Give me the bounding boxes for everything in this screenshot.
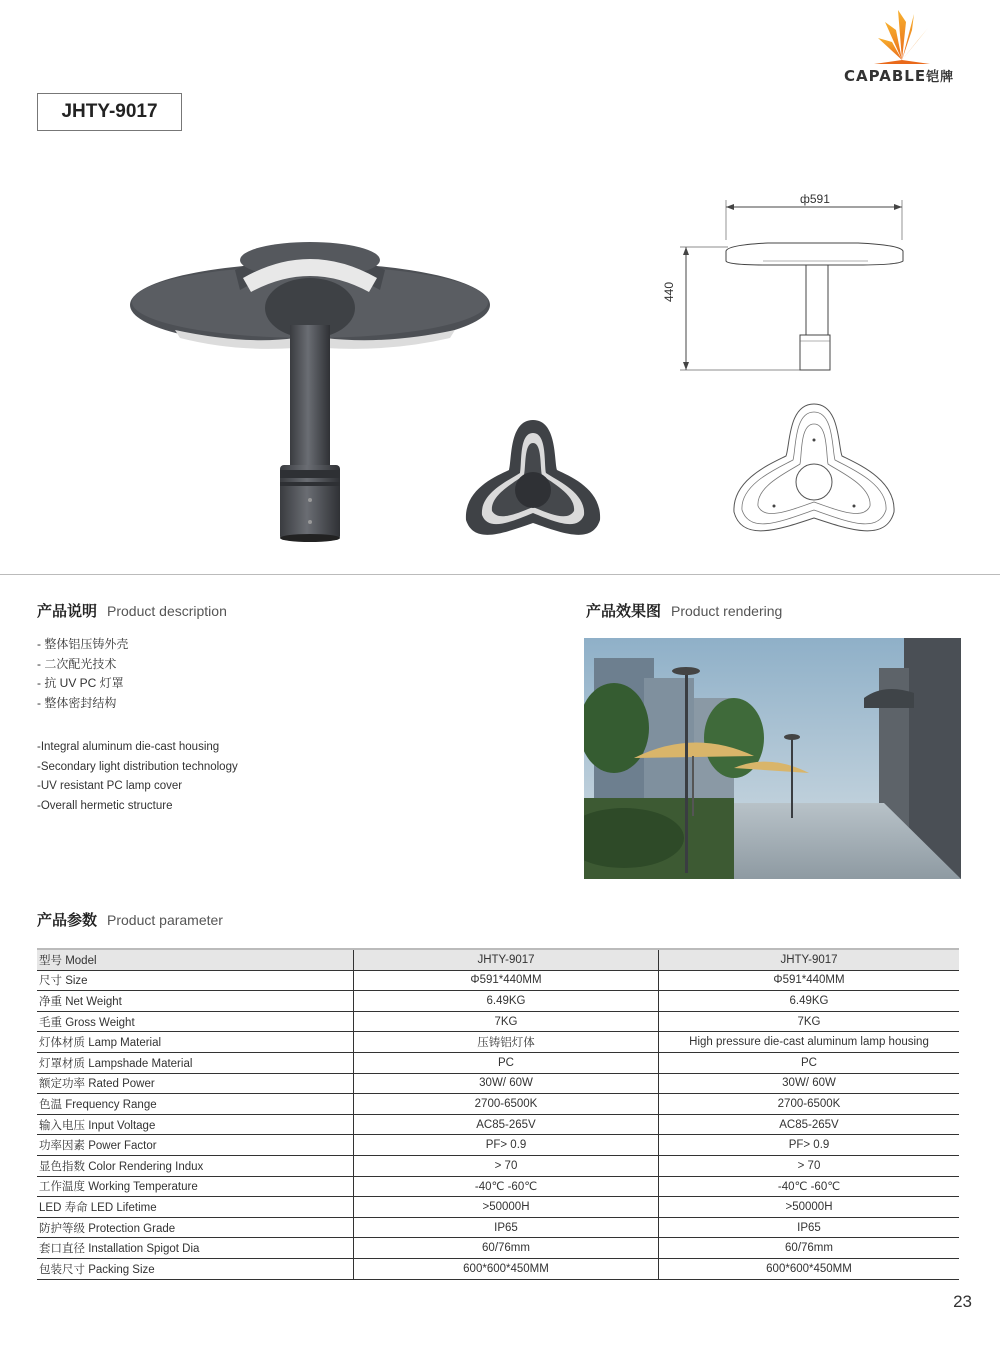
- parameter-name-cell: 套口直径 Installation Spigot Dia: [37, 1238, 354, 1259]
- lamp-bottom-view-image: [462, 415, 604, 545]
- top-view-drawing: [730, 400, 898, 545]
- table-row: [37, 1032, 959, 1053]
- section-divider: [0, 574, 1000, 575]
- parameter-name-cell: 灯罩材质 Lampshade Material: [37, 1052, 354, 1073]
- parameter-value-cell: 600*600*450MM: [354, 1258, 659, 1279]
- rendering-heading: 产品效果图 Product rendering: [586, 602, 783, 620]
- feature-item: -Secondary light distribution technology: [37, 760, 238, 773]
- parameter-value-cell: -40℃ -60℃: [354, 1176, 659, 1197]
- table-row: [37, 1011, 959, 1032]
- feature-item: -Integral aluminum die-cast housing: [37, 741, 220, 753]
- feature-item: - 整体铝压铸外壳: [37, 637, 129, 651]
- parameter-value-cell: 600*600*450MM: [659, 1258, 960, 1279]
- parameter-name-cell: 尺寸 Size: [37, 970, 354, 991]
- parameter-value-cell: Φ591*440MM: [659, 970, 960, 991]
- parameter-value-cell: -40℃ -60℃: [659, 1176, 960, 1197]
- parameter-value-cell: 7KG: [354, 1011, 659, 1032]
- table-row: [37, 949, 959, 970]
- table-row: [37, 1114, 959, 1135]
- height-label: 440: [662, 281, 676, 302]
- table-row: [37, 991, 959, 1012]
- parameter-value-cell: Φ591*440MM: [354, 970, 659, 991]
- parameter-value-cell: 60/76mm: [354, 1238, 659, 1259]
- parameter-value-cell: > 70: [659, 1155, 960, 1176]
- model-title: JHTY-9017: [37, 93, 182, 131]
- parameter-name-cell: 功率因素 Power Factor: [37, 1135, 354, 1156]
- parameter-name-cell: 工作温度 Working Temperature: [37, 1176, 354, 1197]
- brand-logo: [840, 8, 965, 88]
- table-row: [37, 1258, 959, 1279]
- parameter-value-cell: JHTY-9017: [354, 949, 659, 970]
- feature-item: - 抗 UV PC 灯罩: [37, 676, 124, 690]
- parameter-name-cell: 毛重 Gross Weight: [37, 1011, 354, 1032]
- table-row: [37, 1217, 959, 1238]
- parameter-name-cell: 额定功率 Rated Power: [37, 1073, 354, 1094]
- parameter-value-cell: >50000H: [354, 1197, 659, 1218]
- feature-item: - 整体密封结构: [37, 695, 117, 710]
- parameter-name-cell: 防护等级 Protection Grade: [37, 1217, 354, 1238]
- capable-logo-icon: [840, 8, 965, 68]
- table-row: [37, 1052, 959, 1073]
- parameter-name-cell: 灯体材质 Lamp Material: [37, 1032, 354, 1053]
- parameter-value-cell: PF> 0.9: [659, 1135, 960, 1156]
- feature-item: -Overall hermetic structure: [37, 799, 173, 812]
- table-row: [37, 1155, 959, 1176]
- parameter-value-cell: 30W/ 60W: [659, 1073, 960, 1094]
- table-row: [37, 1176, 959, 1197]
- features-list-zh: [37, 635, 128, 713]
- parameter-name-cell: 净重 Net Weight: [37, 991, 354, 1012]
- table-row: [37, 1135, 959, 1156]
- parameter-value-cell: 2700-6500K: [354, 1094, 659, 1115]
- parameter-value-cell: > 70: [354, 1155, 659, 1176]
- description-heading: 产品说明 Product description: [37, 602, 227, 620]
- parameter-name-cell: 输入电压 Input Voltage: [37, 1114, 354, 1135]
- product-rendering-image: [584, 638, 961, 879]
- parameter-value-cell: 2700-6500K: [659, 1094, 960, 1115]
- feature-item: -UV resistant PC lamp cover: [37, 780, 183, 792]
- table-row: [37, 970, 959, 991]
- parameter-value-cell: IP65: [354, 1217, 659, 1238]
- feature-item: - 二次配光技术: [37, 656, 117, 671]
- table-row: [37, 1238, 959, 1259]
- parameter-value-cell: AC85-265V: [354, 1114, 659, 1135]
- parameter-name-cell: 包装尺寸 Packing Size: [37, 1258, 354, 1279]
- parameter-value-cell: 压铸铝灯体: [354, 1032, 659, 1053]
- parameter-value-cell: JHTY-9017: [659, 949, 960, 970]
- side-dimension-drawing: [668, 185, 918, 380]
- parameter-value-cell: 60/76mm: [659, 1238, 960, 1259]
- parameter-value-cell: PC: [354, 1052, 659, 1073]
- parameter-value-cell: 7KG: [659, 1011, 960, 1032]
- parameter-value-cell: 6.49KG: [354, 991, 659, 1012]
- parameter-value-cell: IP65: [659, 1217, 960, 1238]
- parameter-name-cell: LED 寿命 LED Lifetime: [37, 1197, 354, 1218]
- page-number: 23: [953, 1292, 972, 1311]
- parameter-value-cell: High pressure die-cast aluminum lamp housing: [659, 1032, 960, 1053]
- parameter-value-cell: PC: [659, 1052, 960, 1073]
- table-row: [37, 1094, 959, 1115]
- parameter-name-cell: 色温 Frequency Range: [37, 1094, 354, 1115]
- parameter-value-cell: AC85-265V: [659, 1114, 960, 1135]
- parameter-heading: 产品参数 Product parameter: [37, 911, 223, 929]
- parameter-name-cell: 型号 Model: [37, 949, 354, 970]
- parameter-name-cell: 显色指数 Color Rendering Indux: [37, 1155, 354, 1176]
- brand-name: CAPABLE铠牌: [844, 67, 955, 85]
- table-row: [37, 1197, 959, 1218]
- parameter-table: [37, 948, 959, 1280]
- parameter-value-cell: >50000H: [659, 1197, 960, 1218]
- parameter-value-cell: 30W/ 60W: [354, 1073, 659, 1094]
- lamp-product-image: [125, 230, 495, 545]
- parameter-value-cell: PF> 0.9: [354, 1135, 659, 1156]
- features-list-en: [37, 738, 238, 816]
- diameter-label: ф591: [800, 192, 830, 206]
- table-row: [37, 1073, 959, 1094]
- parameter-value-cell: 6.49KG: [659, 991, 960, 1012]
